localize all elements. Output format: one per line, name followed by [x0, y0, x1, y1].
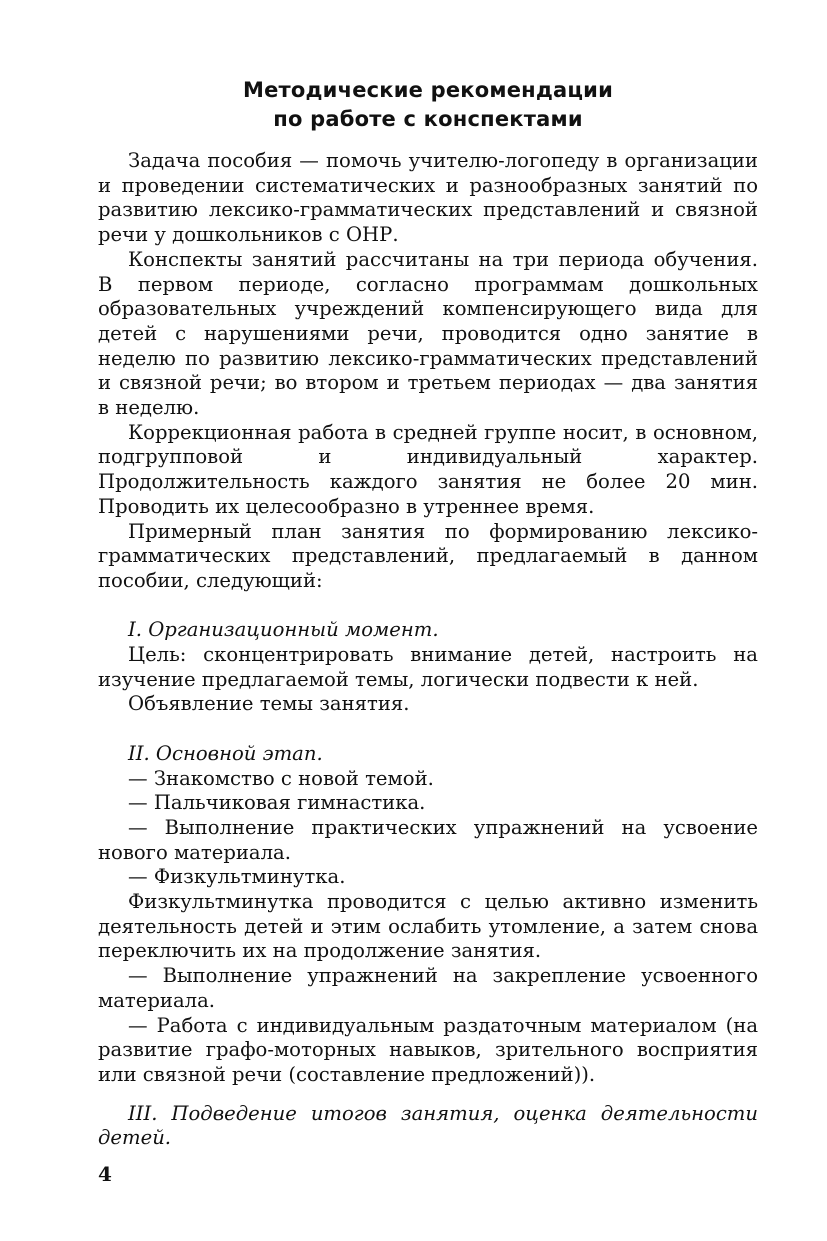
list-item: — Выполнение упражнений на закрепление усвоенного материала.	[98, 964, 758, 1012]
list-item: — Выполнение практических упражнений на усвоение нового материала.	[98, 815, 758, 864]
section-1-announce: Объявление темы занятия.	[128, 692, 410, 716]
section-3-heading: III. Подведение итогов занятия, оценка деятельности детей.	[98, 1101, 758, 1150]
list-item: — Работа с индивидуальным раздаточным материалом (на развитие графо-моторных навыков, зрительного восприятия или связной речи (составление предложений)).	[98, 1013, 758, 1086]
title-line-2: по работе с конспектами	[273, 107, 583, 131]
list-item: — Знакомство с новой темой.	[128, 766, 434, 790]
section-2-heading: II. Основной этап.	[128, 741, 323, 765]
page-number: 4	[98, 1162, 112, 1186]
title-line-1: Методические рекомендации	[242, 78, 614, 102]
section-2-note: Физкультминутка проводится с целью активно изменить деятельность детей и этим ослабить утомление, а затем снова переключить их на продолжение занятия.	[98, 890, 758, 963]
paragraph-periods: Конспекты занятий рассчитаны на три периода обучения. В первом периоде, согласно программам дошкольных образовательных учреждений компенсирующего вида для детей с нарушениями речи, проводится одно занятие в неделю по развитию лексико-грамматических представлений и связной речи; во втором и третьем периодах — два занятия в неделю.	[98, 247, 758, 420]
section-1-goal: Цель: сконцентрировать внимание детей, настроить на изучение предлагаемой темы, логически подвести к ней.	[98, 643, 758, 691]
paragraph-plan: Примерный план занятия по формированию лексико-грамматических представлений, предлагаемый в данном пособии, следующий:	[98, 519, 758, 592]
list-item: — Пальчиковая гимнастика.	[128, 791, 426, 815]
body-text	[98, 149, 758, 1151]
paragraph-task: Задача пособия — помочь учителю-логопеду в организации и проведении систематических и разнообразных занятий по развитию лексико-грамматических представлений и связной речи у дошкольников с ОНР.	[98, 149, 758, 247]
page-content	[98, 76, 758, 1151]
paragraph-correction: Коррекционная работа в средней группе носит, в основном, подгрупповой и индивидуальный характер. Продолжительность каждого занятия не более 20 мин. Проводить их целесообразно в утреннее время.	[98, 420, 758, 518]
page-title	[98, 76, 758, 134]
list-item: — Физкультминутка.	[128, 865, 346, 889]
section-1-heading: I. Организационный момент.	[128, 618, 439, 642]
